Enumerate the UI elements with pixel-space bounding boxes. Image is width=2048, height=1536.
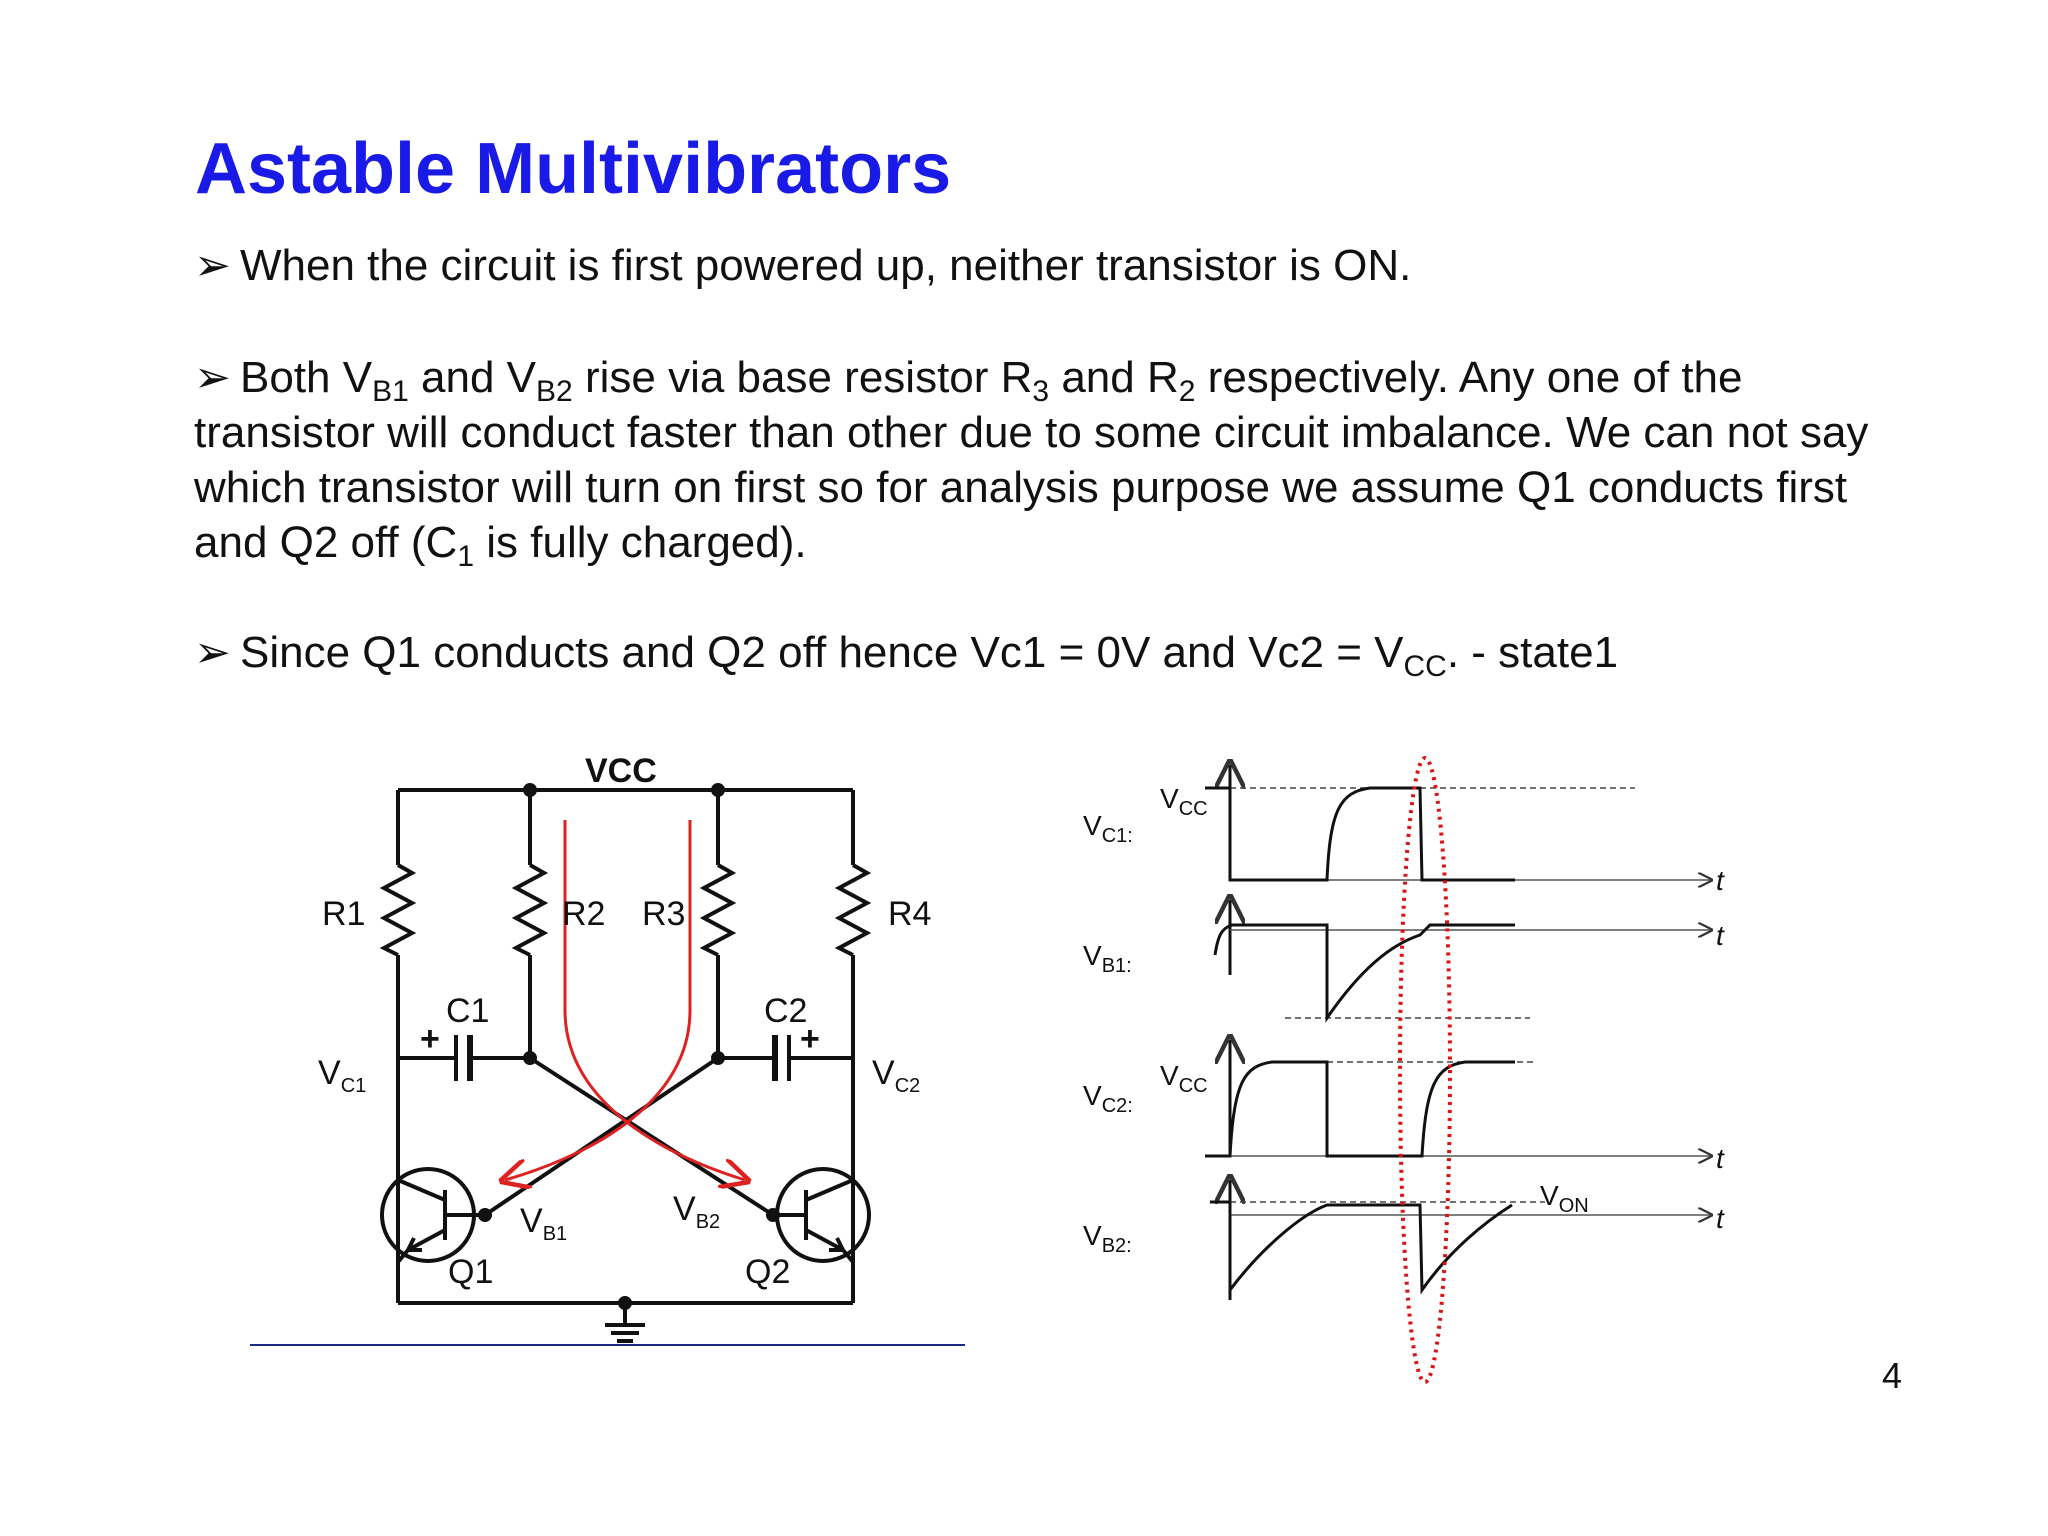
vc1-trace [1205, 788, 1515, 880]
r1-label: R1 [322, 895, 366, 933]
cross-wire [530, 1058, 773, 1215]
bullet-2-text: respectively. Any one of the transistor will conduct faster than other due to some circuit imbalance. We can not say which transistor will turn on first so for analysis purpose we assume Q1 conducts first and Q2 off (C [194, 353, 1869, 567]
bullet-2-text: is fully charged). [474, 518, 807, 567]
r4-label: R4 [888, 895, 932, 933]
trace-labels [1083, 783, 1725, 1257]
trace-label-b1: $V_{B1:}$ [1083, 940, 1132, 977]
q2-collector [806, 1180, 853, 1200]
bullet-2-text: rise via base resistor R [572, 353, 1033, 402]
time-axis-label: t [1716, 1143, 1724, 1174]
bullet-3-text: . - state1 [1446, 628, 1619, 677]
level-label-cc: $V_{CC}$ [1160, 783, 1208, 820]
subscript: 3 [1032, 375, 1050, 408]
subscript: B1 [372, 375, 409, 408]
c1-plus-icon: + [420, 1020, 440, 1058]
circuit-labels [318, 752, 931, 1291]
trace-label-c2: $V_{C2:}$ [1083, 1080, 1133, 1117]
subscript: 2 [1178, 375, 1196, 408]
q1-label: Q1 [448, 1253, 494, 1291]
subscript: CC [1403, 650, 1447, 683]
level-label-on: $V_{ON}$ [1540, 1180, 1589, 1217]
subscript: B2 [536, 375, 573, 408]
vc2-trace [1205, 1062, 1515, 1156]
c2-plus-icon: + [800, 1020, 820, 1058]
r3-label: R3 [642, 895, 686, 933]
bullet-3-text: Since Q1 conducts and Q2 off hence Vc1 = 0V and Vc2 = V [240, 628, 1404, 677]
page-number: 4 [1882, 1355, 1903, 1396]
vc1-label: $V_{C1}$ [318, 1054, 367, 1097]
slide-title: Astable Multivibrators [195, 129, 952, 209]
current-path-r3 [505, 820, 690, 1180]
time-axis-label: t [1716, 865, 1724, 896]
resistor-r3 [704, 865, 732, 955]
bullet-2-text: Both V [240, 353, 373, 402]
q2-label: Q2 [745, 1253, 791, 1291]
time-axis-label: t [1716, 1203, 1724, 1234]
bullet-2-text: and V [408, 353, 537, 402]
time-axis-label: t [1716, 920, 1724, 951]
vb1-trace [1215, 925, 1515, 1018]
trace-label-b2: $V_{B2:}$ [1083, 1220, 1132, 1257]
vc2-label: $V_{C2}$ [872, 1054, 921, 1097]
bullet-arrow-icon: ➢ [194, 241, 231, 290]
resistor-r4 [839, 865, 867, 955]
c2-label: C2 [764, 992, 808, 1030]
r2-label: R2 [562, 895, 606, 933]
subscript: 1 [457, 540, 475, 573]
level-label-cc: $V_{CC}$ [1160, 1060, 1208, 1097]
q1-collector [398, 1180, 445, 1200]
bullet-1-text: When the circuit is first powered up, neither transistor is ON. [240, 241, 1412, 290]
trace-label-c1: $V_{C1:}$ [1083, 810, 1133, 847]
waveform-diagram [1083, 758, 1725, 1382]
junction-dot [620, 1298, 630, 1308]
c1-label: C1 [446, 992, 490, 1030]
resistor-r2 [516, 865, 544, 955]
resistor-r1 [384, 865, 412, 955]
bullet-arrow-icon: ➢ [194, 628, 231, 677]
bullet-arrow-icon: ➢ [194, 353, 231, 402]
vb1-label: $V_{B1}$ [520, 1202, 568, 1245]
vb2-label: $V_{B2}$ [673, 1190, 721, 1233]
bullet-2-text: and R [1049, 353, 1179, 402]
vcc-label: VCC [585, 752, 657, 790]
